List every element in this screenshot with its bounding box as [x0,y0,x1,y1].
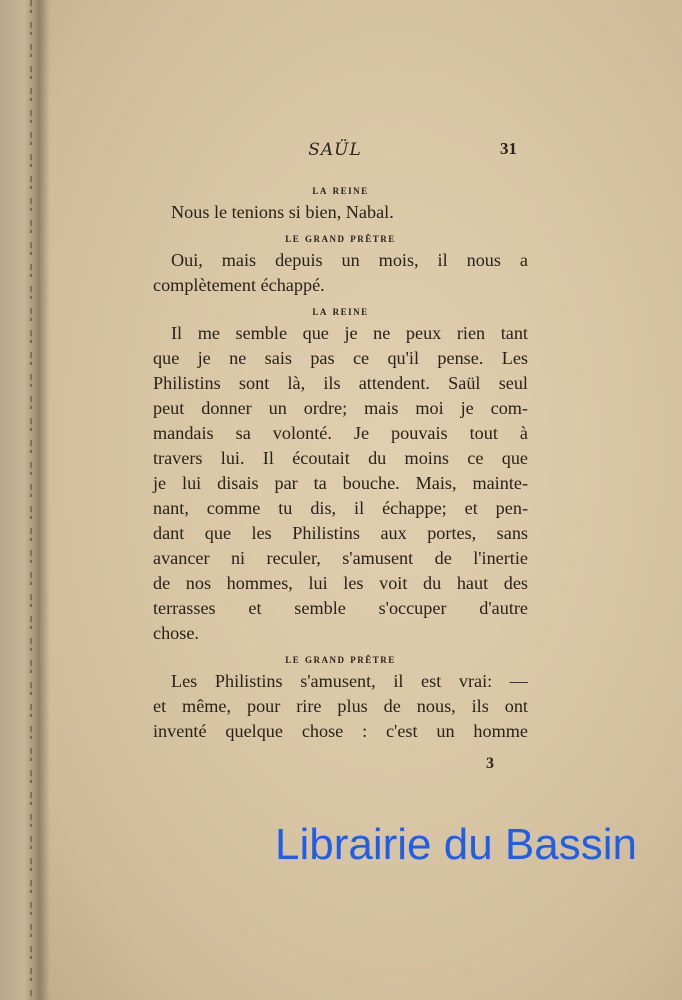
dialogue-line: inventé quelque chose : c'est un homme [153,721,528,741]
dialogue-line: terrasses et semble s'occuper d'autre [153,598,528,618]
signature-mark: 3 [486,755,494,772]
dialogue-line: travers lui. Il écoutait du moins ce que [153,448,528,468]
speaker-name: la reine [312,303,369,318]
speaker-name: la reine [312,182,369,197]
play-text [153,177,528,744]
facing-page-edge [0,0,44,1000]
dialogue-line: et même, pour rire plus de nous, ils ont [153,696,528,716]
dialogue-line: Oui, mais depuis un mois, il nous a [171,250,528,270]
speaker-name: le grand prêtre [285,230,396,245]
dialogue-line: chose. [153,623,199,643]
speaker-name: le grand prêtre [285,651,396,666]
dialogue-line: Les Philistins s'amusent, il est vrai: — [171,671,528,691]
dialogue-line: mandais sa volonté. Je pouvais tout à [153,423,528,443]
dialogue-line: Il me semble que je ne peux rien tant [171,323,528,343]
dialogue-line: Nous le tenions si bien, Nabal. [171,202,394,222]
dialogue-line: je lui disais par ta bouche. Mais, mainte- [153,473,528,493]
dialogue-line: de nos hommes, lui les voit du haut des [153,573,528,593]
watermark-text: Librairie du Bassin [275,820,637,869]
dialogue-line: complètement échappé. [153,275,325,295]
page-gutter-shadow [40,0,50,1000]
dialogue-line: nant, comme tu dis, il échappe; et pen- [153,498,528,518]
book-spine [30,0,32,1000]
running-header-title: SAÜL [308,140,362,160]
dialogue-line: que je ne sais pas ce qu'il pense. Les [153,348,528,368]
dialogue-line: Philistins sont là, ils attendent. Saül seul [153,373,528,393]
page-number: 31 [500,139,517,158]
dialogue-line: avancer ni reculer, s'amusent de l'inertie [153,548,528,568]
dialogue-line: peut donner un ordre; mais moi je com- [153,398,528,418]
dialogue-line: dant que les Philistins aux portes, sans [153,523,528,543]
